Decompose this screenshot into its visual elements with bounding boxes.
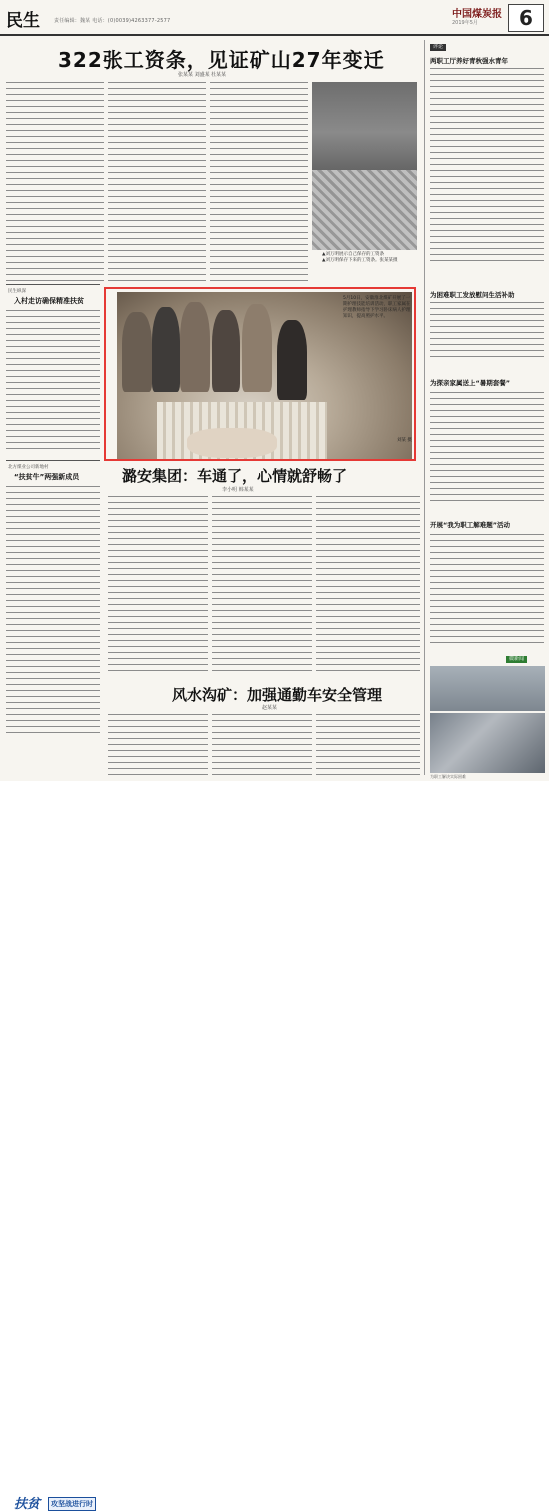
logo-subtext: 攻坚战进行时: [48, 1497, 96, 1511]
second-story-body-3: [316, 496, 420, 676]
right-story-2-body: [430, 302, 544, 362]
right-photo-2: [430, 713, 545, 773]
third-story-body-1: [108, 714, 208, 776]
paper-date: 2019年5月: [452, 20, 478, 26]
poverty-alleviation-logo: [6, 745, 102, 1512]
right-photo-caption: 为职工解决实际困难: [430, 774, 466, 779]
column-divider: [424, 40, 425, 775]
third-story-body-2: [212, 714, 312, 776]
left-story-2-body: [6, 486, 100, 736]
second-byline: 李小明 韩某某: [222, 487, 254, 493]
right-story-4-title: 开展“我为职工解难题”活动: [430, 521, 511, 529]
third-headline: 风水沟矿：加强通勤车安全管理: [172, 686, 383, 704]
feature-caption: 5月10日，安徽淮北煤矿开展了一期护理技能培训活动，职工家属在护理教师指导下学习卧床病人护理知识，提高照护水平。: [343, 296, 411, 319]
logo-text: 扶贫: [14, 1497, 41, 1512]
second-story-body-1: [108, 496, 208, 676]
third-story-body-3: [316, 714, 420, 776]
masthead: [0, 0, 549, 36]
right-story-3-title: 为探亲家属送上“暑期套餐”: [430, 379, 511, 387]
right-story-4-body: [430, 534, 544, 644]
left-story-2-tag: 北方煤业公司新地村: [8, 465, 49, 470]
page-number: 6: [508, 4, 544, 32]
main-headline: 322张工资条，见证矿山27年变迁: [58, 48, 385, 72]
third-byline: 赵某某: [262, 705, 278, 711]
editor-info: 责任编辑：魏某 电话：(0)0039)4263377-2577: [54, 18, 171, 24]
main-story-col-3: [210, 82, 308, 282]
left-divider-2: [6, 460, 100, 461]
left-story-1-title: 入村走访确保精准扶贫: [14, 297, 84, 305]
pay-slips-photo: [312, 170, 417, 250]
second-headline: 潞安集团：车通了，心情就舒畅了: [122, 467, 348, 485]
left-story-1-body: [6, 310, 100, 450]
photo-caption-line-1: ▲刘万明展示自己保存的工资条: [322, 252, 384, 257]
feature-photographer: 刘某 摄: [397, 438, 412, 443]
main-story-col-1: [6, 82, 104, 282]
left-story-2-title: “扶贫牛”两强新成员: [14, 473, 80, 481]
main-byline: 张某某 刘盛某 杜某某: [178, 72, 227, 78]
paper-name: 中国煤炭报: [452, 9, 502, 20]
photo-caption-line-2: ▲刘万明保存下来的工资条。张某某摄: [322, 258, 398, 263]
second-story-body-2: [212, 496, 312, 676]
right-tag-2: 微新闻: [506, 656, 527, 663]
left-divider-1: [6, 284, 100, 285]
right-story-3-body: [430, 392, 544, 502]
right-story-2-title: 为困难职工发放慰问生活补助: [430, 291, 515, 299]
left-story-1-tag: 民生纵深: [8, 289, 26, 294]
right-photo-1: [430, 666, 545, 711]
right-tag-1: 评论: [430, 44, 446, 51]
section-name: 民生: [6, 11, 40, 31]
right-story-1-title: 两职工厅养好青秋强水青年: [430, 57, 508, 65]
main-story-col-2: [108, 82, 206, 282]
photo-caption: [322, 252, 412, 264]
right-story-1-body: [430, 68, 544, 266]
